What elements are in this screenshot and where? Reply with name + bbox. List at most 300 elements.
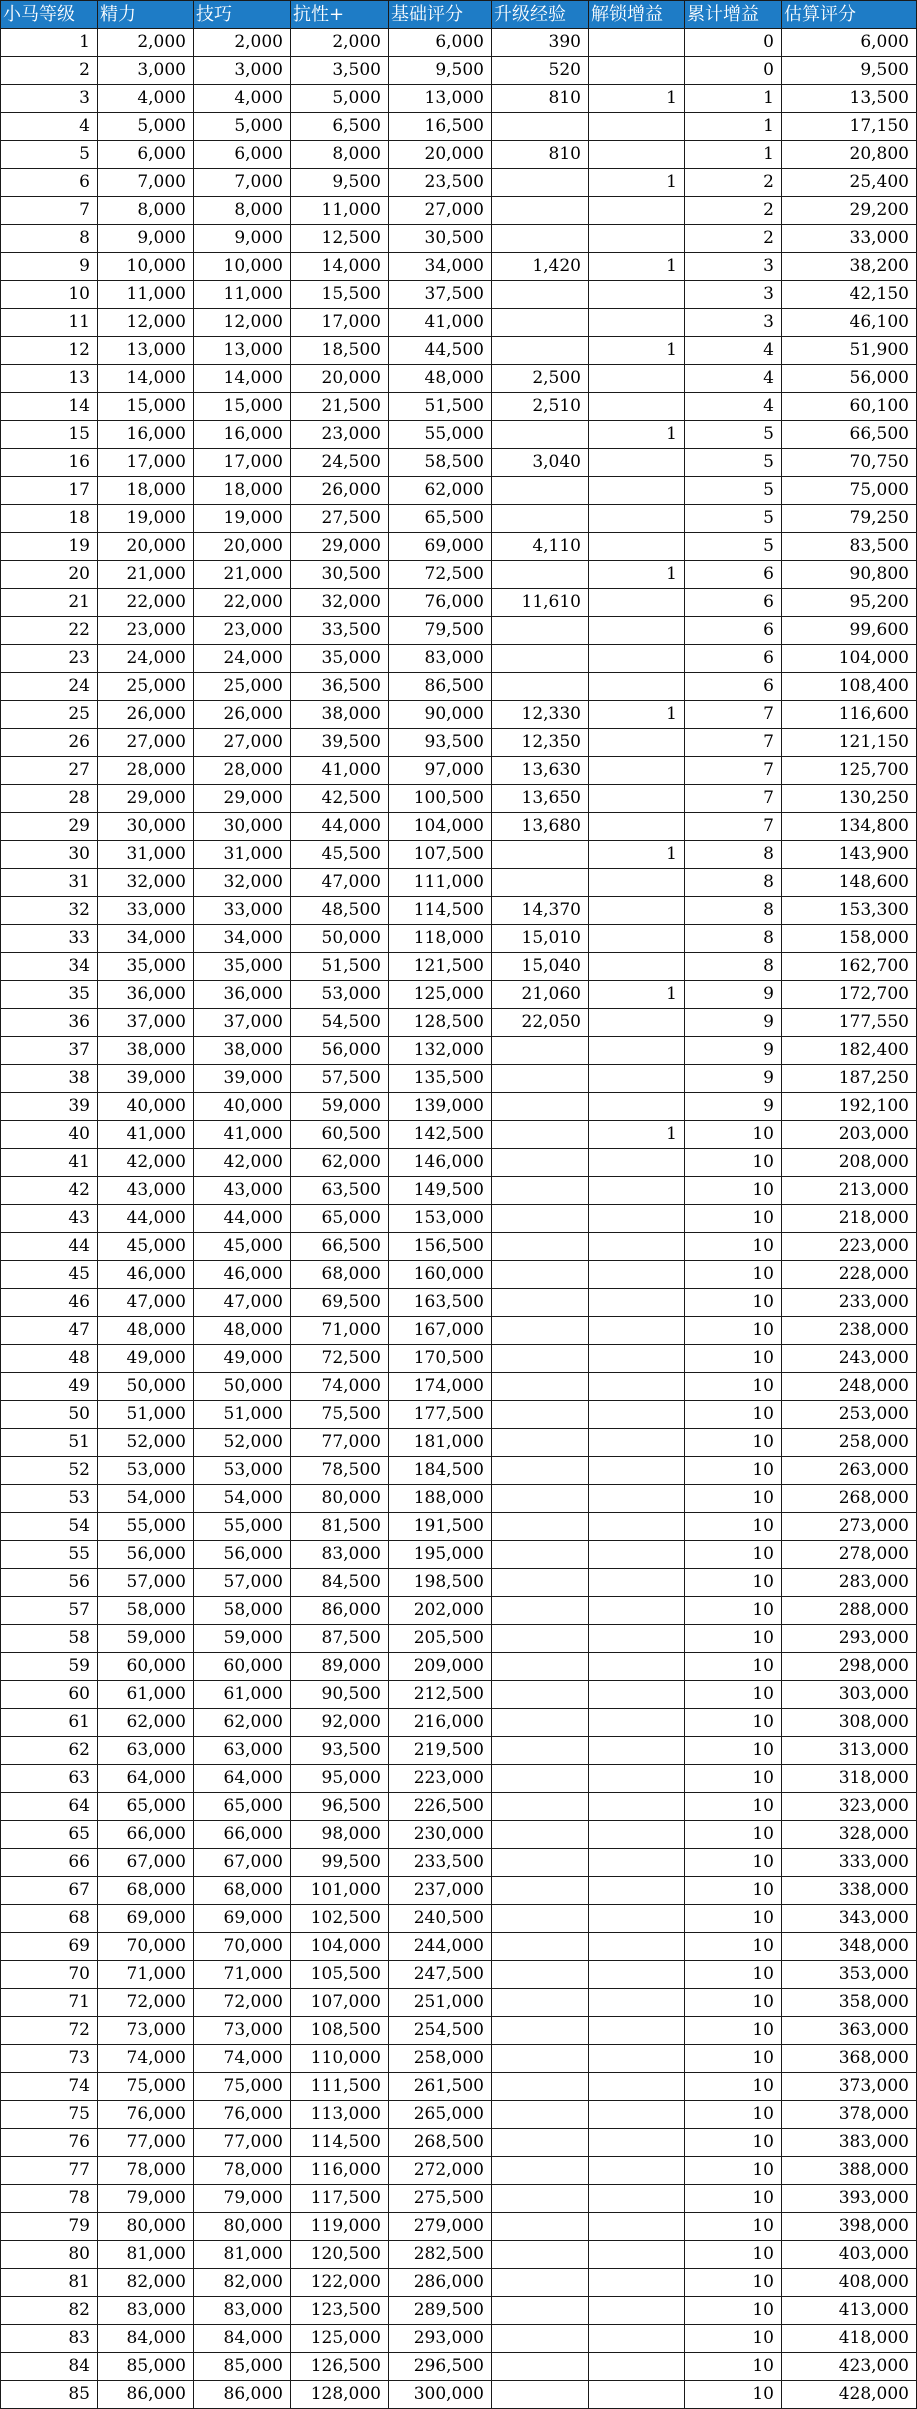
cell-resistance[interactable]: 96,500 <box>291 1793 389 1821</box>
cell-unlock-bonus[interactable] <box>589 729 685 757</box>
cell-upgrade-exp[interactable] <box>492 1849 589 1877</box>
cell-level[interactable]: 72 <box>1 2017 98 2045</box>
cell-total-bonus[interactable]: 10 <box>685 1149 782 1177</box>
cell-resistance[interactable]: 102,500 <box>291 1905 389 1933</box>
cell-upgrade-exp[interactable] <box>492 2325 589 2353</box>
cell-skill[interactable]: 15,000 <box>194 393 291 421</box>
cell-total-bonus[interactable]: 8 <box>685 925 782 953</box>
cell-base-score[interactable]: 254,500 <box>389 2017 492 2045</box>
cell-skill[interactable]: 8,000 <box>194 197 291 225</box>
cell-stamina[interactable]: 85,000 <box>98 2353 194 2381</box>
cell-level[interactable]: 52 <box>1 1457 98 1485</box>
cell-unlock-bonus[interactable] <box>589 113 685 141</box>
cell-base-score[interactable]: 258,000 <box>389 2045 492 2073</box>
cell-skill[interactable]: 14,000 <box>194 365 291 393</box>
cell-base-score[interactable]: 69,000 <box>389 533 492 561</box>
cell-level[interactable]: 32 <box>1 897 98 925</box>
cell-level[interactable]: 69 <box>1 1933 98 1961</box>
cell-level[interactable]: 47 <box>1 1317 98 1345</box>
cell-upgrade-exp[interactable] <box>492 337 589 365</box>
cell-level[interactable]: 38 <box>1 1065 98 1093</box>
cell-level[interactable]: 84 <box>1 2353 98 2381</box>
cell-stamina[interactable]: 29,000 <box>98 785 194 813</box>
cell-estimated-score[interactable]: 363,000 <box>782 2017 917 2045</box>
cell-base-score[interactable]: 51,500 <box>389 393 492 421</box>
cell-stamina[interactable]: 50,000 <box>98 1373 194 1401</box>
cell-estimated-score[interactable]: 192,100 <box>782 1093 917 1121</box>
cell-estimated-score[interactable]: 298,000 <box>782 1653 917 1681</box>
cell-unlock-bonus[interactable] <box>589 1037 685 1065</box>
cell-estimated-score[interactable]: 248,000 <box>782 1373 917 1401</box>
cell-total-bonus[interactable]: 10 <box>685 2241 782 2269</box>
cell-resistance[interactable]: 45,500 <box>291 841 389 869</box>
cell-total-bonus[interactable]: 10 <box>685 1709 782 1737</box>
cell-base-score[interactable]: 62,000 <box>389 477 492 505</box>
cell-resistance[interactable]: 83,000 <box>291 1541 389 1569</box>
cell-level[interactable]: 28 <box>1 785 98 813</box>
cell-total-bonus[interactable]: 0 <box>685 57 782 85</box>
cell-resistance[interactable]: 18,500 <box>291 337 389 365</box>
cell-skill[interactable]: 70,000 <box>194 1933 291 1961</box>
cell-upgrade-exp[interactable]: 14,370 <box>492 897 589 925</box>
cell-skill[interactable]: 47,000 <box>194 1289 291 1317</box>
cell-total-bonus[interactable]: 10 <box>685 1317 782 1345</box>
cell-skill[interactable]: 20,000 <box>194 533 291 561</box>
cell-estimated-score[interactable]: 288,000 <box>782 1597 917 1625</box>
cell-upgrade-exp[interactable] <box>492 1205 589 1233</box>
cell-skill[interactable]: 36,000 <box>194 981 291 1009</box>
cell-total-bonus[interactable]: 10 <box>685 2129 782 2157</box>
cell-upgrade-exp[interactable] <box>492 869 589 897</box>
cell-skill[interactable]: 46,000 <box>194 1261 291 1289</box>
cell-skill[interactable]: 53,000 <box>194 1457 291 1485</box>
cell-resistance[interactable]: 29,000 <box>291 533 389 561</box>
cell-estimated-score[interactable]: 268,000 <box>782 1485 917 1513</box>
cell-base-score[interactable]: 177,500 <box>389 1401 492 1429</box>
cell-unlock-bonus[interactable]: 1 <box>589 337 685 365</box>
cell-total-bonus[interactable]: 10 <box>685 1569 782 1597</box>
cell-resistance[interactable]: 80,000 <box>291 1485 389 1513</box>
cell-skill[interactable]: 74,000 <box>194 2045 291 2073</box>
cell-estimated-score[interactable]: 353,000 <box>782 1961 917 1989</box>
cell-unlock-bonus[interactable] <box>589 2185 685 2213</box>
cell-stamina[interactable]: 45,000 <box>98 1233 194 1261</box>
cell-stamina[interactable]: 47,000 <box>98 1289 194 1317</box>
cell-base-score[interactable]: 132,000 <box>389 1037 492 1065</box>
column-header-total-bonus[interactable]: 累计增益 <box>685 1 782 29</box>
cell-skill[interactable]: 34,000 <box>194 925 291 953</box>
cell-total-bonus[interactable]: 3 <box>685 281 782 309</box>
cell-base-score[interactable]: 111,000 <box>389 869 492 897</box>
cell-skill[interactable]: 5,000 <box>194 113 291 141</box>
cell-resistance[interactable]: 119,000 <box>291 2213 389 2241</box>
cell-base-score[interactable]: 202,000 <box>389 1597 492 1625</box>
cell-skill[interactable]: 59,000 <box>194 1625 291 1653</box>
cell-estimated-score[interactable]: 283,000 <box>782 1569 917 1597</box>
cell-unlock-bonus[interactable] <box>589 225 685 253</box>
cell-base-score[interactable]: 191,500 <box>389 1513 492 1541</box>
cell-upgrade-exp[interactable] <box>492 309 589 337</box>
cell-upgrade-exp[interactable] <box>492 645 589 673</box>
cell-estimated-score[interactable]: 108,400 <box>782 673 917 701</box>
cell-unlock-bonus[interactable] <box>589 2325 685 2353</box>
cell-resistance[interactable]: 111,500 <box>291 2073 389 2101</box>
cell-unlock-bonus[interactable] <box>589 1429 685 1457</box>
cell-unlock-bonus[interactable] <box>589 2073 685 2101</box>
cell-base-score[interactable]: 219,500 <box>389 1737 492 1765</box>
cell-skill[interactable]: 33,000 <box>194 897 291 925</box>
cell-unlock-bonus[interactable] <box>589 505 685 533</box>
cell-stamina[interactable]: 38,000 <box>98 1037 194 1065</box>
cell-upgrade-exp[interactable] <box>492 477 589 505</box>
cell-unlock-bonus[interactable] <box>589 1289 685 1317</box>
cell-estimated-score[interactable]: 223,000 <box>782 1233 917 1261</box>
cell-estimated-score[interactable]: 373,000 <box>782 2073 917 2101</box>
cell-estimated-score[interactable]: 148,600 <box>782 869 917 897</box>
cell-resistance[interactable]: 3,500 <box>291 57 389 85</box>
cell-base-score[interactable]: 118,000 <box>389 925 492 953</box>
cell-skill[interactable]: 52,000 <box>194 1429 291 1457</box>
cell-resistance[interactable]: 95,000 <box>291 1765 389 1793</box>
cell-unlock-bonus[interactable] <box>589 2353 685 2381</box>
cell-stamina[interactable]: 56,000 <box>98 1541 194 1569</box>
cell-upgrade-exp[interactable] <box>492 2185 589 2213</box>
cell-stamina[interactable]: 63,000 <box>98 1737 194 1765</box>
cell-upgrade-exp[interactable] <box>492 1261 589 1289</box>
cell-level[interactable]: 4 <box>1 113 98 141</box>
cell-stamina[interactable]: 21,000 <box>98 561 194 589</box>
cell-resistance[interactable]: 12,500 <box>291 225 389 253</box>
cell-skill[interactable]: 26,000 <box>194 701 291 729</box>
cell-level[interactable]: 34 <box>1 953 98 981</box>
cell-skill[interactable]: 81,000 <box>194 2241 291 2269</box>
cell-stamina[interactable]: 62,000 <box>98 1709 194 1737</box>
cell-stamina[interactable]: 18,000 <box>98 477 194 505</box>
cell-skill[interactable]: 6,000 <box>194 141 291 169</box>
cell-upgrade-exp[interactable]: 520 <box>492 57 589 85</box>
cell-base-score[interactable]: 90,000 <box>389 701 492 729</box>
cell-unlock-bonus[interactable] <box>589 197 685 225</box>
cell-unlock-bonus[interactable] <box>589 449 685 477</box>
cell-unlock-bonus[interactable] <box>589 1233 685 1261</box>
cell-level[interactable]: 18 <box>1 505 98 533</box>
cell-estimated-score[interactable]: 83,500 <box>782 533 917 561</box>
cell-resistance[interactable]: 108,500 <box>291 2017 389 2045</box>
cell-upgrade-exp[interactable]: 22,050 <box>492 1009 589 1037</box>
cell-unlock-bonus[interactable] <box>589 477 685 505</box>
cell-total-bonus[interactable]: 9 <box>685 1037 782 1065</box>
cell-level[interactable]: 53 <box>1 1485 98 1513</box>
cell-resistance[interactable]: 84,500 <box>291 1569 389 1597</box>
cell-unlock-bonus[interactable]: 1 <box>589 85 685 113</box>
cell-level[interactable]: 22 <box>1 617 98 645</box>
cell-stamina[interactable]: 40,000 <box>98 1093 194 1121</box>
cell-level[interactable]: 71 <box>1 1989 98 2017</box>
cell-resistance[interactable]: 75,500 <box>291 1401 389 1429</box>
cell-skill[interactable]: 13,000 <box>194 337 291 365</box>
cell-upgrade-exp[interactable] <box>492 2353 589 2381</box>
cell-total-bonus[interactable]: 3 <box>685 309 782 337</box>
cell-estimated-score[interactable]: 121,150 <box>782 729 917 757</box>
cell-resistance[interactable]: 72,500 <box>291 1345 389 1373</box>
cell-upgrade-exp[interactable] <box>492 281 589 309</box>
cell-level[interactable]: 10 <box>1 281 98 309</box>
cell-resistance[interactable]: 104,000 <box>291 1933 389 1961</box>
cell-base-score[interactable]: 279,000 <box>389 2213 492 2241</box>
cell-total-bonus[interactable]: 1 <box>685 141 782 169</box>
cell-stamina[interactable]: 35,000 <box>98 953 194 981</box>
cell-upgrade-exp[interactable] <box>492 1597 589 1625</box>
cell-unlock-bonus[interactable] <box>589 1205 685 1233</box>
cell-total-bonus[interactable]: 5 <box>685 477 782 505</box>
cell-base-score[interactable]: 237,000 <box>389 1877 492 1905</box>
cell-unlock-bonus[interactable] <box>589 1261 685 1289</box>
cell-upgrade-exp[interactable] <box>492 1681 589 1709</box>
cell-stamina[interactable]: 16,000 <box>98 421 194 449</box>
cell-unlock-bonus[interactable] <box>589 1625 685 1653</box>
cell-resistance[interactable]: 15,500 <box>291 281 389 309</box>
cell-estimated-score[interactable]: 25,400 <box>782 169 917 197</box>
cell-base-score[interactable]: 247,500 <box>389 1961 492 1989</box>
cell-level[interactable]: 24 <box>1 673 98 701</box>
cell-base-score[interactable]: 48,000 <box>389 365 492 393</box>
cell-skill[interactable]: 31,000 <box>194 841 291 869</box>
cell-level[interactable]: 48 <box>1 1345 98 1373</box>
cell-base-score[interactable]: 79,500 <box>389 617 492 645</box>
cell-base-score[interactable]: 20,000 <box>389 141 492 169</box>
cell-upgrade-exp[interactable]: 12,350 <box>492 729 589 757</box>
cell-resistance[interactable]: 110,000 <box>291 2045 389 2073</box>
cell-level[interactable]: 25 <box>1 701 98 729</box>
cell-skill[interactable]: 62,000 <box>194 1709 291 1737</box>
cell-base-score[interactable]: 146,000 <box>389 1149 492 1177</box>
cell-level[interactable]: 27 <box>1 757 98 785</box>
cell-total-bonus[interactable]: 10 <box>685 2213 782 2241</box>
cell-estimated-score[interactable]: 162,700 <box>782 953 917 981</box>
cell-skill[interactable]: 19,000 <box>194 505 291 533</box>
cell-upgrade-exp[interactable] <box>492 617 589 645</box>
cell-estimated-score[interactable]: 90,800 <box>782 561 917 589</box>
cell-skill[interactable]: 80,000 <box>194 2213 291 2241</box>
cell-total-bonus[interactable]: 5 <box>685 421 782 449</box>
cell-upgrade-exp[interactable] <box>492 1485 589 1513</box>
cell-stamina[interactable]: 49,000 <box>98 1345 194 1373</box>
cell-skill[interactable]: 77,000 <box>194 2129 291 2157</box>
cell-estimated-score[interactable]: 343,000 <box>782 1905 917 1933</box>
cell-total-bonus[interactable]: 10 <box>685 1737 782 1765</box>
cell-unlock-bonus[interactable] <box>589 617 685 645</box>
cell-skill[interactable]: 82,000 <box>194 2269 291 2297</box>
cell-skill[interactable]: 42,000 <box>194 1149 291 1177</box>
cell-estimated-score[interactable]: 313,000 <box>782 1737 917 1765</box>
cell-resistance[interactable]: 8,000 <box>291 141 389 169</box>
cell-upgrade-exp[interactable] <box>492 1121 589 1149</box>
cell-base-score[interactable]: 104,000 <box>389 813 492 841</box>
cell-estimated-score[interactable]: 60,100 <box>782 393 917 421</box>
cell-base-score[interactable]: 139,000 <box>389 1093 492 1121</box>
cell-base-score[interactable]: 261,500 <box>389 2073 492 2101</box>
cell-resistance[interactable]: 123,500 <box>291 2297 389 2325</box>
cell-estimated-score[interactable]: 233,000 <box>782 1289 917 1317</box>
cell-resistance[interactable]: 59,000 <box>291 1093 389 1121</box>
cell-unlock-bonus[interactable] <box>589 2157 685 2185</box>
cell-skill[interactable]: 32,000 <box>194 869 291 897</box>
cell-resistance[interactable]: 126,500 <box>291 2353 389 2381</box>
cell-total-bonus[interactable]: 10 <box>685 1457 782 1485</box>
cell-estimated-score[interactable]: 348,000 <box>782 1933 917 1961</box>
cell-level[interactable]: 81 <box>1 2269 98 2297</box>
cell-resistance[interactable]: 50,000 <box>291 925 389 953</box>
cell-total-bonus[interactable]: 5 <box>685 505 782 533</box>
cell-skill[interactable]: 44,000 <box>194 1205 291 1233</box>
cell-upgrade-exp[interactable] <box>492 1513 589 1541</box>
cell-skill[interactable]: 30,000 <box>194 813 291 841</box>
cell-level[interactable]: 13 <box>1 365 98 393</box>
column-header-stamina[interactable]: 精力 <box>98 1 194 29</box>
cell-estimated-score[interactable]: 116,600 <box>782 701 917 729</box>
cell-base-score[interactable]: 72,500 <box>389 561 492 589</box>
cell-resistance[interactable]: 5,000 <box>291 85 389 113</box>
cell-unlock-bonus[interactable] <box>589 645 685 673</box>
cell-level[interactable]: 59 <box>1 1653 98 1681</box>
cell-resistance[interactable]: 122,000 <box>291 2269 389 2297</box>
cell-total-bonus[interactable]: 6 <box>685 617 782 645</box>
cell-upgrade-exp[interactable] <box>492 1429 589 1457</box>
cell-upgrade-exp[interactable] <box>492 561 589 589</box>
cell-total-bonus[interactable]: 9 <box>685 1009 782 1037</box>
cell-upgrade-exp[interactable] <box>492 841 589 869</box>
cell-level[interactable]: 76 <box>1 2129 98 2157</box>
cell-stamina[interactable]: 37,000 <box>98 1009 194 1037</box>
cell-stamina[interactable]: 76,000 <box>98 2101 194 2129</box>
cell-upgrade-exp[interactable]: 11,610 <box>492 589 589 617</box>
cell-base-score[interactable]: 41,000 <box>389 309 492 337</box>
cell-resistance[interactable]: 42,500 <box>291 785 389 813</box>
cell-level[interactable]: 11 <box>1 309 98 337</box>
cell-level[interactable]: 37 <box>1 1037 98 1065</box>
cell-total-bonus[interactable]: 6 <box>685 673 782 701</box>
cell-base-score[interactable]: 6,000 <box>389 29 492 57</box>
cell-base-score[interactable]: 289,500 <box>389 2297 492 2325</box>
cell-base-score[interactable]: 30,500 <box>389 225 492 253</box>
cell-estimated-score[interactable]: 423,000 <box>782 2353 917 2381</box>
cell-unlock-bonus[interactable] <box>589 533 685 561</box>
cell-skill[interactable]: 79,000 <box>194 2185 291 2213</box>
cell-upgrade-exp[interactable] <box>492 1037 589 1065</box>
cell-total-bonus[interactable]: 10 <box>685 2269 782 2297</box>
cell-skill[interactable]: 65,000 <box>194 1793 291 1821</box>
cell-skill[interactable]: 73,000 <box>194 2017 291 2045</box>
cell-total-bonus[interactable]: 9 <box>685 1065 782 1093</box>
cell-base-score[interactable]: 293,000 <box>389 2325 492 2353</box>
cell-estimated-score[interactable]: 413,000 <box>782 2297 917 2325</box>
cell-unlock-bonus[interactable] <box>589 2017 685 2045</box>
cell-skill[interactable]: 84,000 <box>194 2325 291 2353</box>
cell-unlock-bonus[interactable] <box>589 1513 685 1541</box>
cell-total-bonus[interactable]: 10 <box>685 1625 782 1653</box>
cell-total-bonus[interactable]: 10 <box>685 1905 782 1933</box>
cell-estimated-score[interactable]: 46,100 <box>782 309 917 337</box>
cell-base-score[interactable]: 97,000 <box>389 757 492 785</box>
cell-total-bonus[interactable]: 6 <box>685 561 782 589</box>
cell-level[interactable]: 45 <box>1 1261 98 1289</box>
cell-stamina[interactable]: 48,000 <box>98 1317 194 1345</box>
cell-level[interactable]: 12 <box>1 337 98 365</box>
cell-base-score[interactable]: 209,000 <box>389 1653 492 1681</box>
cell-total-bonus[interactable]: 10 <box>685 1961 782 1989</box>
cell-level[interactable]: 17 <box>1 477 98 505</box>
cell-level[interactable]: 43 <box>1 1205 98 1233</box>
cell-skill[interactable]: 10,000 <box>194 253 291 281</box>
cell-stamina[interactable]: 20,000 <box>98 533 194 561</box>
cell-total-bonus[interactable]: 1 <box>685 113 782 141</box>
cell-resistance[interactable]: 17,000 <box>291 309 389 337</box>
cell-skill[interactable]: 39,000 <box>194 1065 291 1093</box>
cell-unlock-bonus[interactable] <box>589 57 685 85</box>
cell-level[interactable]: 39 <box>1 1093 98 1121</box>
cell-base-score[interactable]: 212,500 <box>389 1681 492 1709</box>
cell-base-score[interactable]: 9,500 <box>389 57 492 85</box>
cell-upgrade-exp[interactable] <box>492 1149 589 1177</box>
cell-stamina[interactable]: 22,000 <box>98 589 194 617</box>
cell-base-score[interactable]: 121,500 <box>389 953 492 981</box>
cell-total-bonus[interactable]: 10 <box>685 1345 782 1373</box>
cell-base-score[interactable]: 128,500 <box>389 1009 492 1037</box>
cell-skill[interactable]: 72,000 <box>194 1989 291 2017</box>
cell-skill[interactable]: 18,000 <box>194 477 291 505</box>
cell-stamina[interactable]: 14,000 <box>98 365 194 393</box>
cell-base-score[interactable]: 170,500 <box>389 1345 492 1373</box>
cell-base-score[interactable]: 37,500 <box>389 281 492 309</box>
cell-estimated-score[interactable]: 13,500 <box>782 85 917 113</box>
cell-stamina[interactable]: 69,000 <box>98 1905 194 1933</box>
cell-level[interactable]: 6 <box>1 169 98 197</box>
cell-stamina[interactable]: 17,000 <box>98 449 194 477</box>
cell-stamina[interactable]: 36,000 <box>98 981 194 1009</box>
cell-total-bonus[interactable]: 2 <box>685 225 782 253</box>
cell-unlock-bonus[interactable] <box>589 2241 685 2269</box>
cell-upgrade-exp[interactable] <box>492 2129 589 2157</box>
cell-level[interactable]: 14 <box>1 393 98 421</box>
cell-unlock-bonus[interactable] <box>589 2101 685 2129</box>
cell-level[interactable]: 2 <box>1 57 98 85</box>
cell-upgrade-exp[interactable]: 12,330 <box>492 701 589 729</box>
cell-estimated-score[interactable]: 218,000 <box>782 1205 917 1233</box>
cell-base-score[interactable]: 65,500 <box>389 505 492 533</box>
cell-level[interactable]: 78 <box>1 2185 98 2213</box>
column-header-base-score[interactable]: 基础评分 <box>389 1 492 29</box>
cell-skill[interactable]: 50,000 <box>194 1373 291 1401</box>
cell-estimated-score[interactable]: 99,600 <box>782 617 917 645</box>
cell-estimated-score[interactable]: 125,700 <box>782 757 917 785</box>
cell-base-score[interactable]: 244,000 <box>389 1933 492 1961</box>
cell-resistance[interactable]: 60,500 <box>291 1121 389 1149</box>
cell-resistance[interactable]: 48,500 <box>291 897 389 925</box>
cell-unlock-bonus[interactable]: 1 <box>589 1121 685 1149</box>
cell-base-score[interactable]: 44,500 <box>389 337 492 365</box>
cell-stamina[interactable]: 43,000 <box>98 1177 194 1205</box>
cell-base-score[interactable]: 233,500 <box>389 1849 492 1877</box>
cell-stamina[interactable]: 42,000 <box>98 1149 194 1177</box>
cell-level[interactable]: 30 <box>1 841 98 869</box>
cell-estimated-score[interactable]: 358,000 <box>782 1989 917 2017</box>
cell-stamina[interactable]: 26,000 <box>98 701 194 729</box>
cell-unlock-bonus[interactable] <box>589 1401 685 1429</box>
cell-level[interactable]: 62 <box>1 1737 98 1765</box>
cell-resistance[interactable]: 98,000 <box>291 1821 389 1849</box>
cell-resistance[interactable]: 116,000 <box>291 2157 389 2185</box>
cell-level[interactable]: 77 <box>1 2157 98 2185</box>
